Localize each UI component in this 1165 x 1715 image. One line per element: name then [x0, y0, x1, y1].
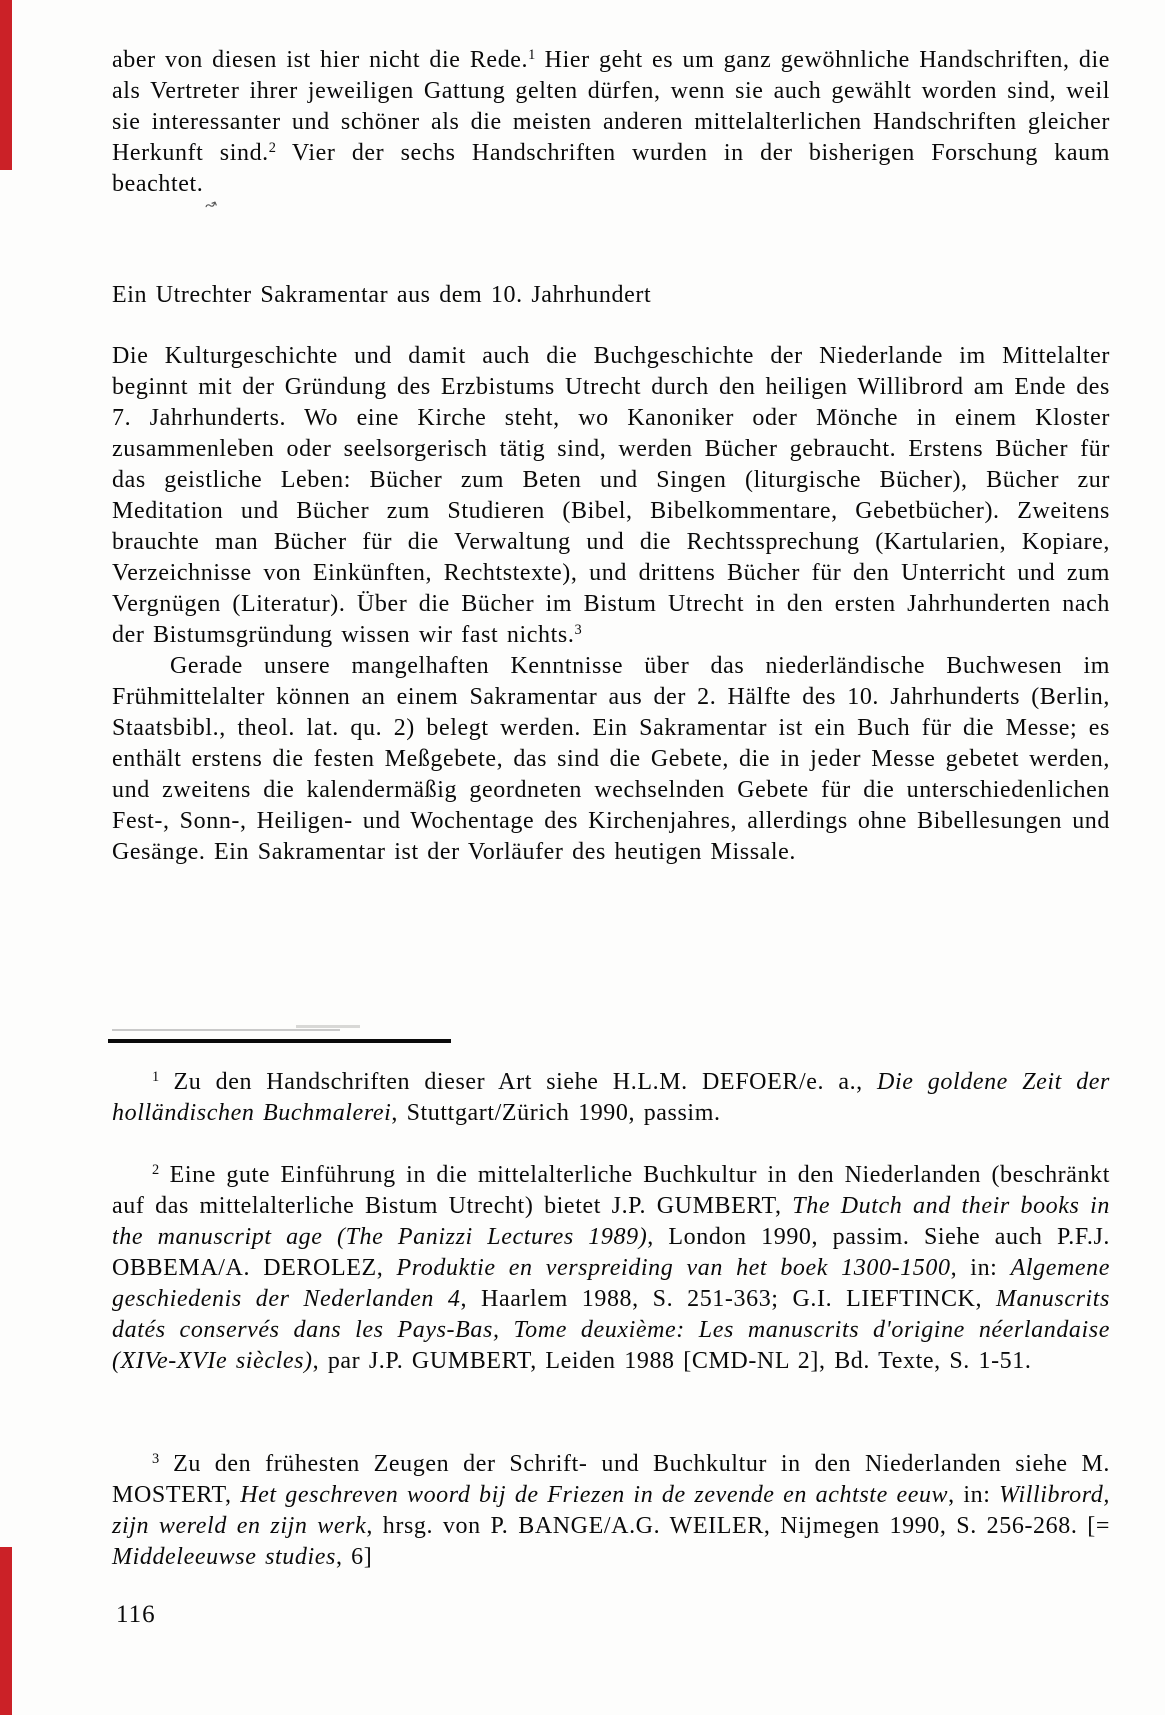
text-run: , Haarlem 1988, S. 251-363; G.I. LIEFTINCK, [460, 1286, 996, 1312]
body-paragraph-1 [112, 341, 1110, 651]
text-run: Eine gute Einführung in die mittelalterliche Buchkultur in den Niederlanden (beschränkt auf das mittelalterliche Bistum Utrecht) bietet J.P. GUMBERT, [112, 1162, 1110, 1219]
text-run: , London 1990, passim. Siehe auch P.F.J. OBBEMA/A. DEROLEZ, [112, 1224, 1110, 1281]
footnote-1 [112, 1067, 1110, 1129]
footnote-3 [112, 1449, 1110, 1573]
text-run: , Stuttgart/Zürich 1990, passim. [391, 1100, 721, 1126]
body-text [112, 341, 1110, 868]
footnote-marker: 2 [268, 140, 276, 157]
text-run: , in: [948, 1482, 1000, 1508]
text-run: Zu den Handschriften dieser Art siehe H.L.M. DEFOER/e. a., [159, 1069, 878, 1095]
text-run: , par J.P. GUMBERT, Leiden 1988 [CMD-NL 2], Bd. Texte, S. 1-51. [312, 1348, 1032, 1374]
footnote-marker: 2 [152, 1162, 160, 1179]
text-run: Middeleeuwse studies [112, 1544, 336, 1570]
text-run: The Dutch and their books in the manuscript age (The Panizzi Lectures 1989) [112, 1193, 1110, 1250]
footnote-marker: 3 [152, 1451, 160, 1468]
footnote-marker: 1 [528, 47, 536, 64]
text-run: Die goldene Zeit der holländischen Buchmalerei [112, 1069, 1110, 1126]
footnote-separator-ghost [112, 1029, 340, 1031]
text-run: , 6] [335, 1544, 373, 1570]
text-run: , hrsg. von P. BANGE/A.G. WEILER, Nijmegen 1990, S. 256-268. [= [366, 1513, 1110, 1539]
intro-paragraph [112, 45, 1110, 200]
footnote-separator [108, 1039, 451, 1043]
text-run: Manuscrits datés conservés dans les Pays-Bas, Tome deuxième: Les manuscrits d'origine néerlandaise (XIVe-XVIe siècles) [112, 1286, 1110, 1374]
text-run: Zu den frühesten Zeugen der Schrift- und Buchkultur in den Niederlanden siehe M. MOSTERT, [112, 1451, 1110, 1508]
footnote-marker: 1 [152, 1069, 160, 1086]
scan-edge-mark-top [0, 0, 12, 170]
footnote-2 [112, 1160, 1110, 1377]
text-run: Willibrord, zijn wereld en zijn werk [112, 1482, 1111, 1539]
footnote-separator-ghost-2 [296, 1025, 360, 1028]
text-run: , in: [950, 1255, 1011, 1281]
stray-mark: ↝ [202, 195, 220, 215]
section-heading: Ein Utrechter Sakramentar aus dem 10. Jahrhundert [112, 282, 652, 308]
text-run: Produktie en verspreiding van het boek 1300-1500 [396, 1255, 951, 1281]
text-run: Gerade unsere mangelhaften Kenntnisse über das niederländische Buchwesen im Frühmittelalter können an einem Sakramentar aus der 2. Hälfte des 10. Jahrhunderts (Berlin, Staatsbibl., theol. lat. qu. 2) belegt werden. Ein Sakramentar ist ein Buch für die Messe; es enthält erstens die festen Meßgebete, das sind die Gebete, die in jeder Messe gebetet werden, und zweitens die kalendermäßig geordneten wechselnden Gebete für die unterschiedenlichen Fest-, Sonn-, Heiligen- und Wochentage des Kirchenjahres, allerdings ohne Bibellesungen und Gesänge. Ein Sakramentar ist der Vorläufer des heutigen Missale. [112, 653, 1110, 865]
text-run: Die Kulturgeschichte und damit auch die Buchgeschichte der Niederlande im Mittelalter beginnt mit der Gründung des Erzbistums Utrecht durch den heiligen Willibrord am Ende des 7. Jahrhunderts. Wo eine Kirche steht, wo Kanoniker oder Mönche in einem Kloster zusammenleben oder seelsorgerisch tätig sind, werden Bücher gebraucht. Erstens Bücher für das geistliche Leben: Bücher zum Beten und Singen (liturgische Bücher), Bücher zur Meditation und Bücher zum Studieren (Bibel, Bibelkommentare, Gebetbücher). Zweitens brauchte man Bücher für die Verwaltung und die Rechtssprechung (Kartularien, Kopiare, Verzeichnisse von Einkünften, Rechtstexte), und drittens Bücher für den Unterricht und zum Vergnügen (Literatur). Über die Bücher im Bistum Utrecht in den ersten Jahrhunderten nach der Bistumsgründung wissen wir fast nichts. [112, 343, 1110, 648]
text-run: Hier geht es um ganz gewöhnliche Handschriften, die als Vertreter ihrer jeweiligen Gattung gelten dürfen, wenn sie auch gewählt worden sind, weil sie interessanter und schöner als die meisten anderen mittelalterlichen Handschriften gleicher Herkunft sind. [112, 47, 1110, 166]
text-run: aber von diesen ist hier nicht die Rede. [112, 47, 529, 73]
page-number: 116 [116, 1601, 156, 1628]
body-paragraph-2 [112, 651, 1110, 868]
text-run: Algemene geschiedenis der Nederlanden 4 [112, 1255, 1110, 1312]
footnote-marker: 3 [574, 622, 582, 639]
text-run: Vier der sechs Handschriften wurden in der bisherigen Forschung kaum beachtet. [112, 140, 1110, 197]
scan-edge-mark-bottom [0, 1547, 12, 1715]
text-run: Het geschreven woord bij de Friezen in de zevende en achtste eeuw [240, 1482, 949, 1508]
